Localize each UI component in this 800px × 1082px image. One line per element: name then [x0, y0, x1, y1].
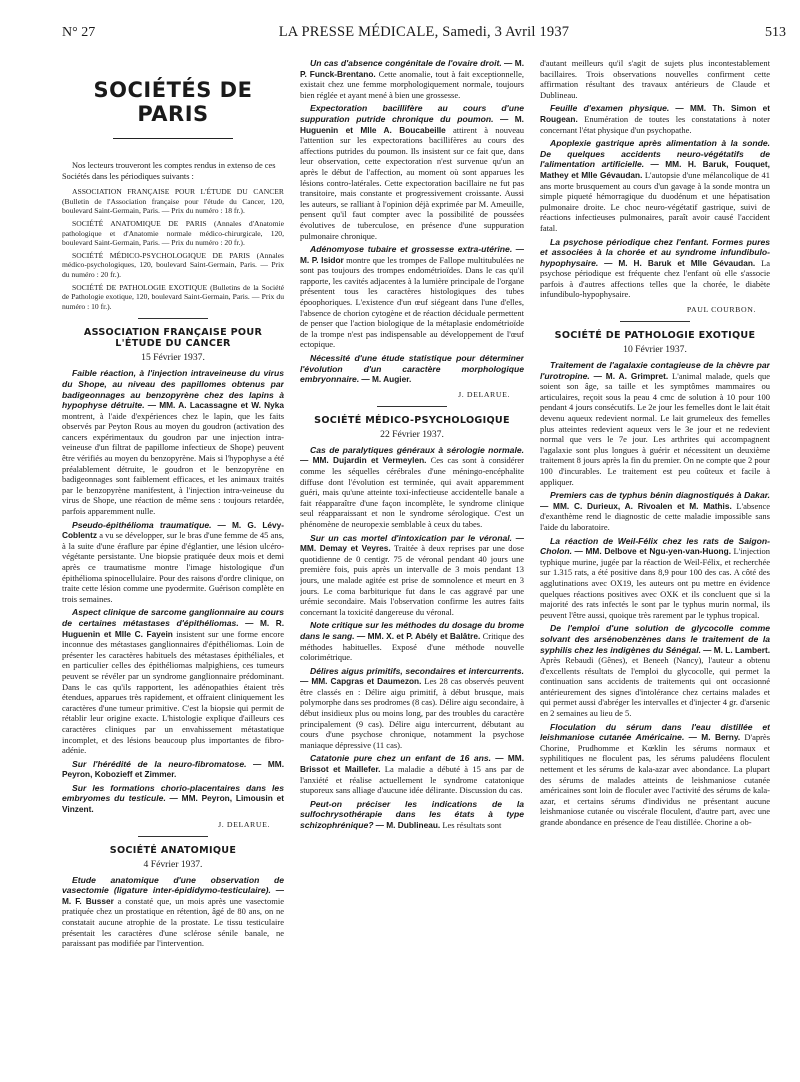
source-item: SOCIÉTÉ ANATOMIQUE DE PARIS (Annales d'Anatomie pathologique et d'Anatomie normale médico-chirurgicale, 120, boulevard Saint-Germain, Paris. — Prix du numéro : 20 fr.).: [62, 218, 284, 248]
communication-title: La réaction de Weil-Félix chez les rats de Saigon-Cholon.: [540, 535, 770, 557]
communication-text: Traitée à deux reprises par une dose quotidienne de 0 centigr. 75 de véronal pendant 40 jours une première fois, puis après un intervalle de 3 mois pendant 13 jours, une malade agitée est prise de somnolence et meurt en 3 jours. Le coma barbiturique fut dans le cas aggravé par une urémie secondaire. Mais l'observation confirme les autres faits concernant la toxicité dangereuse du véronal.: [300, 543, 524, 617]
communication-title: Faible réaction, à l'injection intraveineuse du virus du Shope, au niveau des papillomes obtenus par badigeonnages au benzopyrène chez des lapins à hypophyse détruite.: [62, 368, 284, 411]
communication-authors: — MM. X. et P. Abély et Balâtre.: [356, 630, 481, 641]
signature: J. DELARUE.: [458, 389, 510, 399]
communication-text: Après Rebaudi (Gênes), et Beneeh (Nancy), l'auteur a obtenu d'excellents résultats de l'emploi du glycocolle, qui permet la continuation sans accidents de traitements qui ont occasionné antérieurement des signes d'intolérance chez certains malades et qui permet aussi d'abréger les intervalles et d'injecter 4 gr. d'arsenic en 2 semaines au lieu de 5.: [540, 655, 770, 719]
communication: [300, 58, 524, 100]
communication-title: Un cas d'absence congénitale de l'ovaire droit.: [310, 58, 502, 68]
divider: [377, 406, 447, 407]
communication-authors: — M. Dublineau.: [375, 820, 441, 830]
communication-title: Peut-on préciser les indications de la sulfochrysothérapie dans les états à type schizophrénique?: [300, 798, 524, 830]
communication: [62, 368, 284, 516]
communication-text: montrent, à l'aide d'expériences chez le lapin, que les faits observés par Peyton Rous au moyen du goudron (activation des cancers expérimentaux du goudron par une injection intra-veineuse d'un filtrat de papillome infectieux de Shope) peuvent être vérifiés au moyen du benzopyrène. Mais si l'hypophyse a été préalablement détruite, le goudron et le benzopyrène en badigeonnages sont faiblement efficaces, et les animaux traités par le benzopyrène manifestent, à l'injection intra-veineuse du virus de Shope, une réaction de même sens : toujours retardée, parfois apparemment nulle.: [62, 410, 284, 517]
communication-title: Etude anatomique d'une observation de vasectomie (ligature inter-épididymo-testiculaire).: [62, 874, 284, 896]
communication-text: montre que les trompes de Fallope multitubulées ne sont pas toujours des trompes endométrioïdes. Dans le cas qu'il rapporte, les cavités adjacentes à la lumière principale de l'organe présentent tous les caractères histologiques des tubes époophoriques. L'existence d'un œuf siégeant dans l'une d'elles, l'absence de chorion cytogène et de réaction déciduale permettent de penser que l'action biologique de la métaplasie endométrioïde de la trompe n'est pas indispensable au développement de l'œuf ectopique.: [300, 254, 524, 350]
communication: [540, 623, 770, 718]
communication: [300, 244, 524, 350]
communication-authors: — MM. Brissot et Maillefer.: [300, 753, 524, 775]
main-title: SOCIÉTÉS DE PARIS: [93, 78, 253, 126]
communication-text: La psychose périodique est fréquente chez l'enfant où elle s'associe parfois à d'autres affections telles que la chorée, le diabète infundibulo-hypophysaire.: [540, 257, 770, 300]
communication: [300, 753, 524, 795]
communication-text: a vu se développer, sur le bras d'une femme de 45 ans, à la suite d'une éraflure par épine d'églantier, une lésion ulcéro-végétante persistante. Une biopsie pratiquée deux mois et demi après ce traumatisme montre l'image histologique d'un épithélioma spinocellulaire. Pour des raisons d'ordre clinique, on traite cette lésion comme une pyodermite. Guérison complète en trois semaines.: [62, 530, 284, 604]
column-1: [62, 58, 284, 1073]
continuation-text: d'autant meilleurs qu'il s'agit de sujets plus incontestablement bacillaires. Trois observations nouvelles confirment cette affirmation résultant des travaux antérieurs de Claude et Dublineau.: [540, 58, 770, 100]
communication-text: Enumération de toutes les constatations à noter concernant l'état physique d'un psychopathe.: [540, 113, 770, 135]
communication-title: Pseudo-épithélioma traumatique.: [72, 519, 212, 530]
society-title: SOCIÉTÉ DE PATHOLOGIE EXOTIQUE: [554, 330, 756, 342]
society-title: SOCIÉTÉ MÉDICO-PSYCHOLOGIQUE: [314, 414, 510, 426]
communication-authors: — MM. C. Durieux, A. Rivoalen et M. Mathis.: [540, 500, 732, 511]
communication: [62, 783, 284, 815]
communication-title: Traitement de l'agalaxie contagieuse de la chèvre par l'urotropine.: [540, 360, 770, 381]
communication-title: Apoplexie gastrique après alimentation à la sonde. De quelques accidents neuro-végétatifs de l'alimentation artificielle.: [540, 138, 770, 170]
society-title: SOCIÉTÉ ANATOMIQUE: [109, 844, 237, 856]
communication: [540, 360, 770, 487]
society-title: ASSOCIATION FRANÇAISE POUR L'ÉTUDE DU CANCER: [83, 327, 263, 350]
communication-text: Critique des méthodes habituelles. Exposé d'une méthode nouvelle colorimétrique.: [300, 630, 524, 663]
source-item: SOCIÉTÉ MÉDICO-PSYCHOLOGIQUE DE PARIS (Annales médico-psychologiques, 120, boulevard Saint-Germain, Paris. — Prix du numéro : 20 fr.).: [62, 250, 284, 279]
signature: PAUL COURBON.: [686, 305, 756, 315]
communication-title: Sur un cas mortel d'intoxication par le véronal.: [310, 532, 513, 543]
source-item: ASSOCIATION FRANÇAISE POUR L'ÉTUDE DU CANCER (Bulletin de l'Association française pour l'étude du Cancer, 120, boulevard Saint-Germain, Paris. — Prix du numéro : 18 fr.).: [62, 187, 284, 216]
title-rule: [113, 138, 233, 139]
communication-authors: — MM. H. Baruk, Fouquet, Mathey et Mlle Gévaudan.: [540, 159, 770, 180]
communication-text: L'autopsie d'une mélancolique de 41 ans morte brusquement au cours d'un gavage à la sonde montra un simple piqueté hémorragique du duodénum et une hépatisation pulmonaire droite. Le choc neuro-végétatif gastrique, suivi de réactions infectieuses pulmonaires, paraît avoir causé l'accident fatal.: [540, 169, 770, 233]
communication: [62, 520, 284, 605]
communication-authors: — MM. Dujardin et Vermeylen.: [300, 455, 427, 466]
communication-title: La psychose périodique chez l'enfant. Formes pures et associées à la chorée et au syndrome infundibulo-hypophysaire.: [540, 236, 770, 268]
communication-title: Délires aigus primitifs, secondaires et intercurrents.: [310, 665, 524, 676]
intro-note: Nos lecteurs trouveront les comptes rendus in extenso de ces Sociétés dans les périodiques suivants :: [62, 161, 276, 181]
column-3: [540, 58, 770, 1073]
communication-authors: — MM. Delbove et Ngu-yen-van-Huong.: [574, 546, 731, 557]
communication: [540, 138, 770, 233]
communication-text: a constaté que, un mois après une vasectomie pratiquée chez un prostatique en rétention, âgé de 80 ans, on ne constatait aucune atrophie de la prostate. Le tissu testiculaire présentait les caractères d'une sclérose sénile banale, ne paraissant pas modifiée par l'intervention.: [62, 895, 284, 949]
communication-title: Catatonie pure chez un enfant de 16 ans.: [310, 753, 492, 764]
communication-authors: — M. Huguenin et Mlle A. Boucabeille: [300, 113, 524, 135]
society-date: 4 Février 1937.: [143, 858, 203, 870]
communication-authors: — MM. Th. Simon et Rougean.: [540, 103, 770, 124]
communication: [540, 490, 770, 532]
communication: [300, 533, 524, 618]
communication-authors: — M. Berny.: [688, 732, 741, 743]
communication: [300, 353, 524, 385]
divider: [138, 836, 208, 837]
page-number: 513: [765, 25, 786, 40]
communication: [300, 103, 524, 241]
communication: [540, 536, 770, 621]
communication-text: Les résultats sont: [442, 820, 502, 830]
communication: [540, 237, 770, 301]
sources-list: [62, 187, 284, 311]
society-date: 22 Février 1937.: [380, 428, 444, 440]
communication-title: Nécessité d'une étude statistique pour déterminer l'évolution d'un caractère morphologique embryonnaire.: [300, 353, 524, 385]
communication-title: Sur l'hérédité de la neuro-fibromatose.: [72, 758, 247, 769]
communication-authors: — M. L. Lambert.: [703, 644, 770, 655]
communication-title: Adénomyose tubaire et grossesse extra-utérine.: [310, 244, 513, 255]
communication-title: Cas de paralytiques généraux à sérologie normale.: [310, 444, 524, 455]
communication: [300, 445, 524, 530]
communication-text: D'après Chorine, Prudhomme et Kœklin les sérums normaux et syphilitiques ne floculent pas, les sérums paludéens floculent nettement et les sérums de kala-azar avec abondance. La plupart des sérums de malades atteints de leishmaniose cutanée américaines sont loin de floculer avec l'activité des sérums de kala-azar, et certains sérums d'individus ne présentant aucune leishmaniose cutanée ou viscérale floculent, d'autre part, avec une grande abondance en présence de l'eau distillée. Chorine a ob-: [540, 732, 770, 827]
communication-title: Aspect clinique de sarcome ganglionnaire au cours de certaines métastases d'épithéliomas.: [62, 607, 284, 628]
communication: [540, 722, 770, 828]
communication-authors: — M. Augier.: [361, 374, 412, 385]
communication-authors: — MM. Peyron, Limousin et Vinzent.: [62, 793, 284, 815]
communication-text: La maladie a débuté à 15 ans par de l'anxiété et réalise actuellement le syndrome catatonique stuporeux sans alliage d'aucune idée délirante. Discussion du cas.: [300, 764, 524, 796]
communication-title: De l'emploi d'une solution de glycocolle comme solvant des arsénobenzènes dans le traitement de la syphilis chez les indigènes du Sénégal.: [540, 623, 770, 655]
page-header: [62, 24, 786, 46]
communication-authors: — MM. Demay et Veyres.: [300, 532, 524, 554]
communication-text: L'injection typhique murine, jugée par la réaction de Weil-Félix, et recherchée sur 1.315 rats, a été positive dans 8,9 pour 100 des cas. A côté des agglutinations avec OX19, les auteurs ont pu mettre en évidence quelques réactions positives avec OXK et ils concluent que si la majorité des rats infectés le sont par le typhus murin normal, ils peuvent l'être aussi, quoique très rarement par le typhus tropical.: [540, 546, 770, 620]
communication-title: Feuille d'examen physique.: [550, 103, 670, 114]
society-date: 15 Février 1937.: [141, 352, 205, 364]
communication-text: Les 28 cas observés peuvent être classés en : Délire aigu primitif, à début brusque, mais polymorphe dans ses prodromes (8 cas). Délire aigu secondaire, à début insidieux plus ou moins long, par des troubles du caractère principalement (9 cas). Délire aigu intercurrent, débutant au cours d'une psychose chronique, notamment la psychose maniaque dépressive (11 cas).: [300, 676, 524, 750]
column-2: [300, 58, 524, 1073]
communication-authors: — M. P. Isidor: [300, 244, 524, 265]
communication-text: Cette anomalie, tout à fait exceptionnelle, existait chez une femme morphologiquement normale, toujours bien réglée et ayant mené à bien une grossesse.: [300, 68, 524, 100]
communication-authors: — M. G. Lévy-Coblentz: [62, 519, 284, 541]
communication-text: Ces cas sont à considérer comme les séquelles cérébrales d'une méningo-encéphalite diffuse dont l'évolution est terminée, qui avait apparemment guéri, mais qu'une atteinte toxi-infectieuse accidentelle banale a fait réapparaître d'une façon incomplète, le syndrome clinique seul réapparaissant et non le syndrome sérologique. C'est un phénomène de neuropexie semblable à ceux du tabes.: [300, 455, 524, 529]
source-item: SOCIÉTÉ DE PATHOLOGIE EXOTIQUE (Bulletins de la Société de Pathologie exotique, 120, boulevard Saint-Germain, Paris. — Prix du numéro : 10 fr.).: [62, 282, 284, 311]
communication-authors: — M. H. Baruk et Mlle Gévaudan.: [604, 257, 756, 268]
issue-number: N° 27: [62, 25, 96, 40]
communication-authors: — MM. Peyron, Kobozieff et Zimmer.: [62, 758, 284, 780]
communication-authors: — M. R. Huguenin et Mlle C. Fayein: [62, 617, 284, 639]
communication-title: Sur les formations chorio-placentaires dans les embryomes du testicule.: [62, 782, 284, 804]
communication: [300, 799, 524, 831]
communication: [62, 759, 284, 780]
communication-title: Premiers cas de typhus bénin diagnostiqués à Dakar.: [550, 490, 770, 501]
communication-title: Floculation du sérum dans l'eau distillée et leishmaniose cutanée Américaine.: [540, 721, 770, 743]
communication-authors: — M. A. Grimpret.: [593, 370, 669, 381]
communication-authors: — M. P. Funck-Brentano.: [300, 58, 524, 79]
communication-text: L'animal malade, quels que soient son âge, sa taille et les symptômes mammaires ou articulaires, reçoit sous la peau 4 cmc de solution à 10 pour 100 pendant 4 jours consécutifs. Le 2e jour les femelles dont le lait était devenu aqueux redevient normal. Le lait grumeleux des femelles plus atteintes redevient aqueux vers le 3e jour et ne redevient normal que vers le 7e jour. Les arthrites qui accompagnent l'agalaxie sont plus longues à guérir et nécessitent un deuxième traitement 8 jours après la fin du premier. On ne compte que 2 pour 100 d'incurables. Le traitement est peu coûteux et facile à appliquer.: [540, 370, 770, 487]
communication: [62, 875, 284, 949]
communication-title: Expectoration bacillifère au cours d'une suppuration putride chronique du poumon.: [300, 103, 524, 124]
communication-title: Note critique sur les méthodes du dosage du brome dans le sang.: [300, 620, 524, 641]
communication: [540, 103, 770, 135]
journal-title: LA PRESSE MÉDICALE, Samedi, 3 Avril 1937: [278, 24, 570, 40]
communication: [300, 620, 524, 662]
communication-authors: — MM. Capgras et Daumezon.: [300, 676, 422, 687]
communication: [62, 607, 284, 755]
communication-authors: — M. F. Busser: [62, 885, 284, 906]
communication-text: attirent à nouveau l'attention sur les expectorations bacillifères au cours des affections putrides du poumon. Ils insistent sur ce fait que, dans leur observation, cette expectoration n'est survenue qu'un an après le début de l'affection, au moment où sont apparues les lésions contro-latérales. Cette expectoration bacillaire ne fut pas transitoire, mais constante et progressivement croissante. Aussi les auteurs, se ralliant à l'opinion déjà exprimée par M. Ameuille, pensent qu'il faut compter avec la possibilité de poussées évolutives de tuberculose, en présence d'une suppuration pulmonaire chronique.: [300, 124, 524, 241]
divider: [620, 321, 690, 322]
divider: [138, 318, 208, 319]
society-date: 10 Février 1937.: [623, 344, 687, 356]
communication-text: insistent sur une forme encore inconnue des métastases ganglionnaires d'épithéliomas. Loin de présenter les caractères habituels des métastases épithéliales, et en particulier celles des épithéliomas malpighiens, ces tumeurs peuvent se révéler par un syndrome ganglionnaire prédominant. Dans le cas qu'ils rapportent, les adénopathies étaient très étendues, apparues très rapidement, et offraient cliniquement les caractères d'une tumeur primitive. C'est la biopsie qui permit de rétablir leur origine exacte. L'histologie explique d'ailleurs ces caractères cliniques par un envahissement métastatique incomplet, et des lésions beaucoup plus importantes de fibro-adénie.: [62, 628, 284, 756]
communication-text: L'absence d'exanthème rend le diagnostic de cette maladie impossible sans l'aide du laboratoire.: [540, 500, 770, 532]
signature: J. DELARUE.: [218, 819, 270, 829]
communication: [300, 666, 524, 751]
communication-authors: — MM. A. Lacassagne et W. Nyka: [147, 400, 284, 411]
